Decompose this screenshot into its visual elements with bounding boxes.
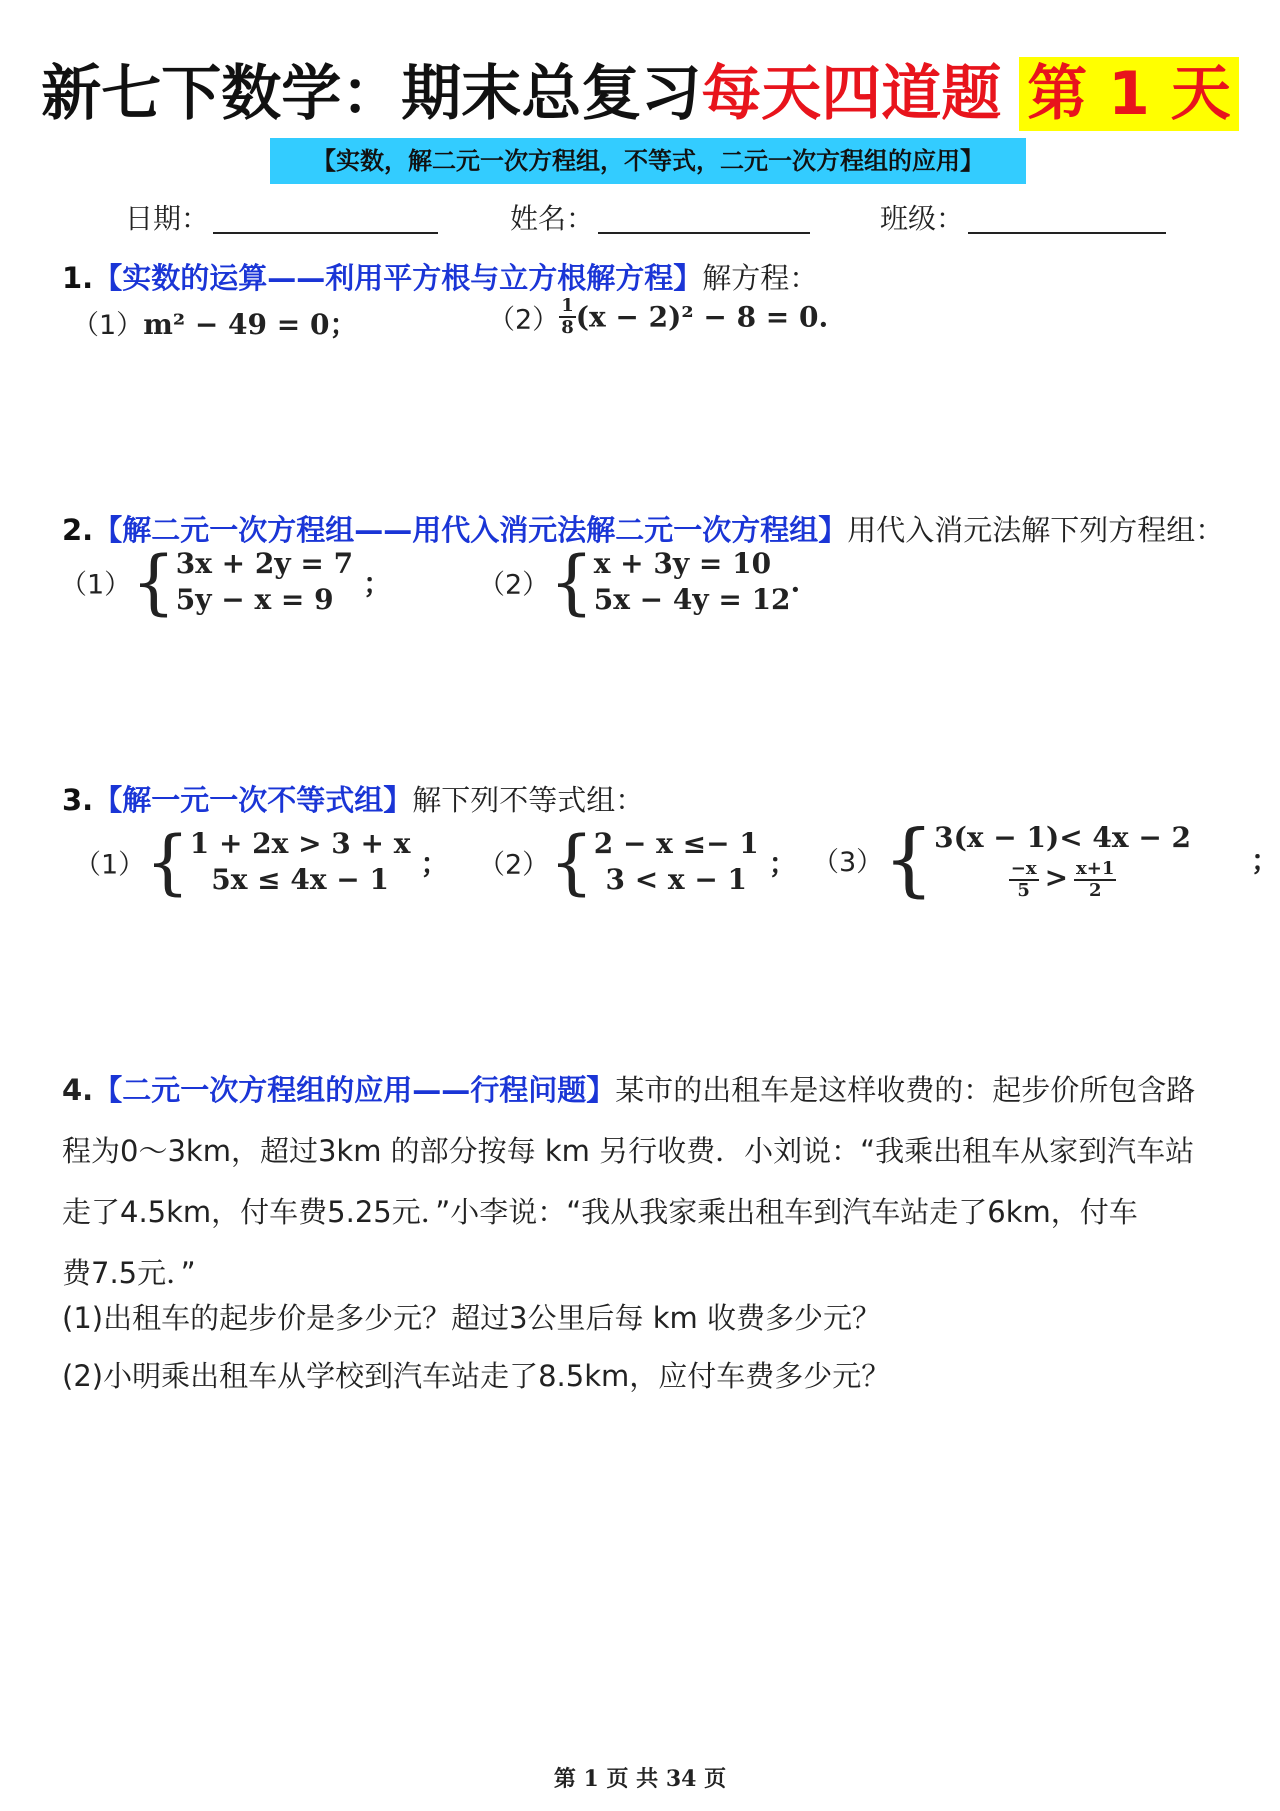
equation: 3x + 2y = 7 bbox=[175, 547, 354, 580]
part-label: （1） bbox=[74, 849, 146, 881]
day-badge: 第 1 天 bbox=[1019, 57, 1239, 131]
inequality-system bbox=[190, 826, 411, 898]
numerator: x+1 bbox=[1076, 857, 1115, 879]
question-4-line-2: 程为0～3km，超过3km 的部分按每 km 另行收费．小刘说：“我乘出租车从家到汽车站 bbox=[62, 1134, 1195, 1168]
part-label: （2） bbox=[478, 569, 550, 601]
question-2-heading bbox=[62, 508, 1224, 549]
equation: (x − 2)² − 8 = 0. bbox=[575, 300, 829, 334]
equation: 5y − x = 9 bbox=[175, 583, 334, 616]
question-tag: 【解一元一次不等式组】 bbox=[93, 783, 413, 817]
inequality: 3(x − 1)< 4x − 2 bbox=[934, 821, 1192, 854]
part-label: （1） bbox=[60, 569, 132, 601]
brace-icon: { bbox=[549, 541, 594, 623]
date-label: 日期： bbox=[125, 202, 210, 235]
punctuation: ； bbox=[1251, 844, 1280, 878]
question-number: 2. bbox=[62, 513, 94, 547]
page-title bbox=[0, 46, 1280, 132]
greater-than-sign: > bbox=[1044, 861, 1069, 894]
question-tag: 【实数的运算——利用平方根与立方根解方程】 bbox=[93, 261, 703, 295]
punctuation: ； bbox=[363, 567, 392, 600]
inequality-system bbox=[934, 818, 1191, 901]
inequality: 1 + 2x > 3 + x bbox=[189, 827, 411, 860]
class-label: 班级： bbox=[880, 202, 965, 235]
page-number: 第 1 页 共 34 页 bbox=[553, 1766, 727, 1792]
part-label: （3） bbox=[812, 846, 884, 878]
part-label: （2） bbox=[488, 304, 560, 336]
topic-banner: 【实数，解二元一次方程组，不等式，二元一次方程组的应用】 bbox=[270, 138, 1026, 184]
punctuation: . bbox=[790, 565, 801, 599]
question-4-line-1 bbox=[62, 1060, 1195, 1121]
part-label: （2） bbox=[478, 849, 550, 881]
equation: 5x − 4y = 12 bbox=[593, 583, 791, 616]
date-blank[interactable] bbox=[213, 232, 438, 234]
inequality: 3 < x − 1 bbox=[605, 863, 748, 896]
equation-system bbox=[594, 546, 791, 618]
fraction bbox=[559, 296, 576, 338]
question-4-line-3: 走了4.5km，付车费5.25元．”小李说：“我从我家乘出租车到汽车站走了6km，付车 bbox=[62, 1195, 1138, 1229]
question-prompt: 解下列不等式组： bbox=[412, 783, 645, 817]
question-4-line-4: 费7.5元．” bbox=[62, 1256, 196, 1290]
punctuation: ； bbox=[420, 847, 449, 880]
name-blank[interactable] bbox=[598, 232, 810, 234]
numerator: −x bbox=[1010, 857, 1037, 879]
q3-part-1 bbox=[74, 821, 449, 903]
question-tag: 【解二元一次方程组——用代入消元法解二元一次方程组】 bbox=[93, 513, 848, 547]
denominator: 8 bbox=[561, 317, 574, 338]
q3-part-3 bbox=[812, 812, 1280, 906]
equation: m² − 49 = 0； bbox=[143, 308, 358, 341]
inequality: 5x ≤ 4x − 1 bbox=[211, 863, 389, 896]
question-prompt: 用代入消元法解下列方程组： bbox=[847, 513, 1225, 547]
denominator: 5 bbox=[1017, 879, 1030, 901]
question-4-sub-2: (2)小明乘出租车从学校到汽车站走了8.5km，应付车费多少元？ bbox=[62, 1359, 891, 1393]
question-3-heading bbox=[62, 778, 644, 819]
name-label: 姓名： bbox=[510, 202, 595, 235]
brace-icon: { bbox=[883, 812, 935, 906]
punctuation: ； bbox=[768, 847, 797, 880]
q2-part-2 bbox=[478, 541, 801, 623]
q1-part-1 bbox=[72, 303, 357, 343]
question-number: 4. bbox=[62, 1073, 94, 1107]
question-4-sub-1: (1)出租车的起步价是多少元？超过3公里后每 km 收费多少元？ bbox=[62, 1301, 882, 1335]
inequality: 2 − x ≤− 1 bbox=[593, 827, 759, 860]
title-main: 新七下数学：期末总复习 bbox=[41, 59, 702, 129]
question-text: 某市的出租车是这样收费的：起步价所包含路 bbox=[615, 1073, 1196, 1107]
numerator: 1 bbox=[561, 295, 574, 316]
equation: x + 3y = 10 bbox=[593, 547, 772, 580]
inequality-system bbox=[594, 826, 759, 898]
question-tag: 【二元一次方程组的应用——行程问题】 bbox=[93, 1073, 616, 1107]
q1-part-2 bbox=[488, 296, 828, 338]
equation-system bbox=[176, 546, 353, 618]
brace-icon: { bbox=[145, 821, 190, 903]
question-number: 1. bbox=[62, 261, 94, 295]
question-1-heading bbox=[62, 256, 818, 297]
fraction bbox=[1009, 859, 1039, 901]
question-prompt: 解方程： bbox=[702, 261, 819, 295]
brace-icon: { bbox=[549, 821, 594, 903]
class-blank[interactable] bbox=[968, 232, 1166, 234]
fraction-inequality bbox=[934, 858, 1191, 901]
denominator: 2 bbox=[1088, 879, 1102, 901]
q3-part-2 bbox=[478, 821, 797, 903]
fraction bbox=[1074, 859, 1116, 901]
q2-part-1 bbox=[60, 541, 392, 623]
title-highlight: 每天四道题 bbox=[701, 59, 1002, 129]
question-number: 3. bbox=[62, 783, 94, 817]
brace-icon: { bbox=[131, 541, 176, 623]
part-label: （1） bbox=[72, 310, 144, 341]
